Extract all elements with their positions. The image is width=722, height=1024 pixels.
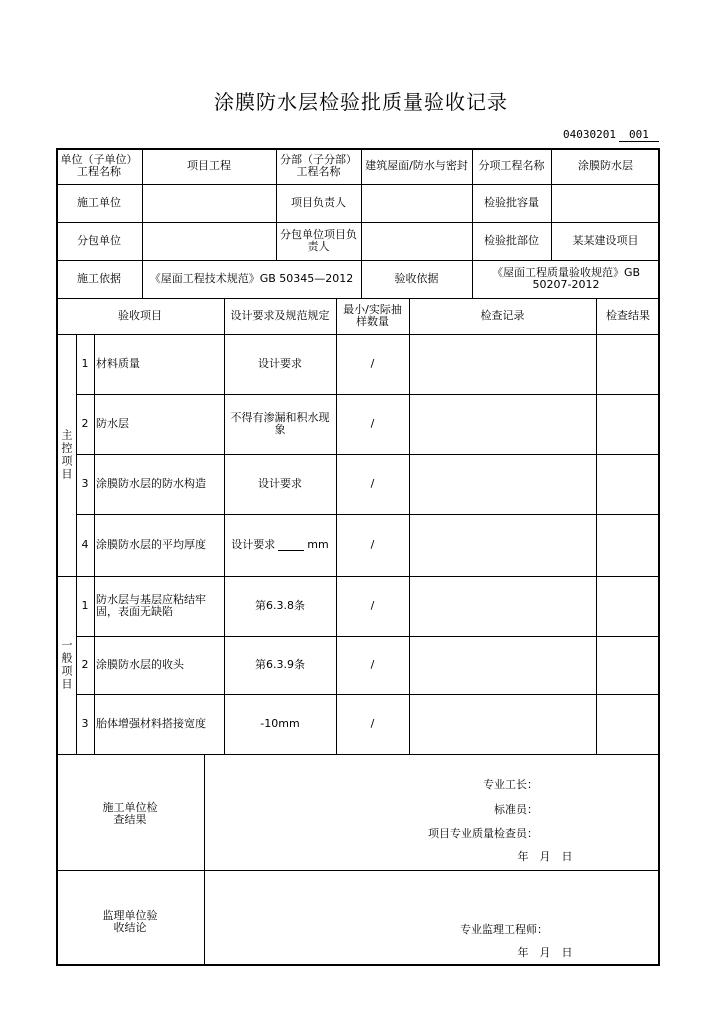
- main-item-3-sample: /: [370, 477, 375, 490]
- header-check-record: 检查记录: [480, 309, 525, 322]
- header-acceptance-item: 验收项目: [118, 309, 162, 322]
- thickness-blank: [278, 540, 304, 551]
- form-code: [563, 128, 659, 142]
- supervisor-date: 年 月 日: [517, 946, 573, 959]
- division-name-value: 建筑屋面/防水与密封: [365, 159, 468, 172]
- form-code-prefix: 04030201: [563, 128, 616, 141]
- main-item-1-requirement: 设计要求: [258, 357, 302, 370]
- division-name-label: 分部（子分部）工程名称: [280, 153, 357, 178]
- main-item-4-sample: /: [370, 538, 375, 551]
- standard-officer-label: 标准员：: [494, 803, 538, 816]
- acceptance-basis-value: 《屋面工程质量验收规范》GB 50207-2012: [491, 266, 641, 291]
- item-name-value: 涂膜防水层: [578, 159, 633, 172]
- batch-location-label: 检验批部位: [484, 234, 539, 247]
- main-item-1-no: 1: [81, 357, 89, 370]
- main-item-2-requirement: 不得有渗漏和积水现象: [230, 411, 330, 436]
- main-item-4-name: 涂膜防水层的平均厚度: [96, 538, 206, 551]
- general-item-3-no: 3: [81, 717, 89, 730]
- acceptance-basis-label: 验收依据: [394, 272, 439, 285]
- contractor-label: 施工单位: [77, 196, 121, 209]
- item-name-label: 分项工程名称: [478, 159, 545, 172]
- main-item-3-name: 涂膜防水层的防水构造: [96, 477, 206, 490]
- general-item-2-sample: /: [370, 658, 375, 671]
- main-control-label: 主控项目: [60, 429, 73, 481]
- main-item-1-sample: /: [370, 357, 375, 370]
- main-item-1-name: 材料质量: [96, 357, 140, 370]
- main-item-4-no: 4: [81, 538, 89, 551]
- main-item-4-requirement: [224, 514, 336, 576]
- construction-basis-label: 施工依据: [77, 272, 121, 285]
- header-check-result: 检查结果: [606, 309, 650, 322]
- general-item-3-name: 胎体增强材料搭接宽度: [96, 717, 206, 730]
- main-item-2-no: 2: [81, 417, 89, 430]
- construction-basis-value: 《屋面工程技术规范》GB 50345—2012: [149, 272, 354, 285]
- general-item-1-sample: /: [370, 599, 375, 612]
- general-item-1-requirement: 第6.3.8条: [255, 599, 305, 612]
- contractor-check-label: 施工单位检查结果: [102, 801, 158, 826]
- unit-name-value: 项目工程: [187, 159, 231, 172]
- general-item-2-requirement: 第6.3.9条: [255, 658, 305, 671]
- main-item-3-no: 3: [81, 477, 89, 490]
- header-sample-quantity: 最小/实际抽样数量: [343, 303, 402, 328]
- quality-inspector-label: 项目专业质量检查员：: [428, 827, 538, 840]
- general-items-label: 一般项目: [60, 639, 73, 691]
- main-item-4-requirement-text: 设计要求: [231, 538, 276, 551]
- general-item-2-name: 涂膜防水层的收头: [96, 658, 184, 671]
- unit-name-label: 单位（子单位）工程名称: [60, 153, 138, 178]
- main-item-2-sample: /: [370, 417, 375, 430]
- main-item-2-name: 防水层: [96, 417, 129, 430]
- batch-location-value: 某某建设项目: [572, 234, 639, 247]
- sub-project-manager-label: 分包单位项目负责人: [280, 228, 357, 253]
- general-item-1-name: 防水层与基层应粘结牢固，表面无缺陷: [96, 593, 206, 618]
- page-title: 涂膜防水层检验批质量验收记录: [214, 90, 508, 114]
- supervising-engineer-label: 专业监理工程师：: [460, 923, 548, 936]
- general-item-2-no: 2: [81, 658, 89, 671]
- general-item-1-no: 1: [81, 599, 89, 612]
- form-code-number: 001: [619, 128, 659, 142]
- subcontractor-label: 分包单位: [77, 234, 121, 247]
- general-item-3-requirement: -10mm: [260, 717, 300, 730]
- batch-capacity-label: 检验批容量: [484, 196, 539, 209]
- supervisor-conclusion-label: 监理单位验收结论: [102, 909, 158, 934]
- project-manager-label: 项目负责人: [291, 196, 346, 209]
- header-design-requirement: 设计要求及规范规定: [230, 309, 330, 322]
- general-item-3-sample: /: [370, 717, 375, 730]
- foreman-label: 专业工长：: [483, 778, 538, 791]
- main-item-3-requirement: 设计要求: [258, 477, 302, 490]
- contractor-date: 年 月 日: [517, 850, 573, 863]
- main-item-4-unit: mm: [307, 538, 329, 551]
